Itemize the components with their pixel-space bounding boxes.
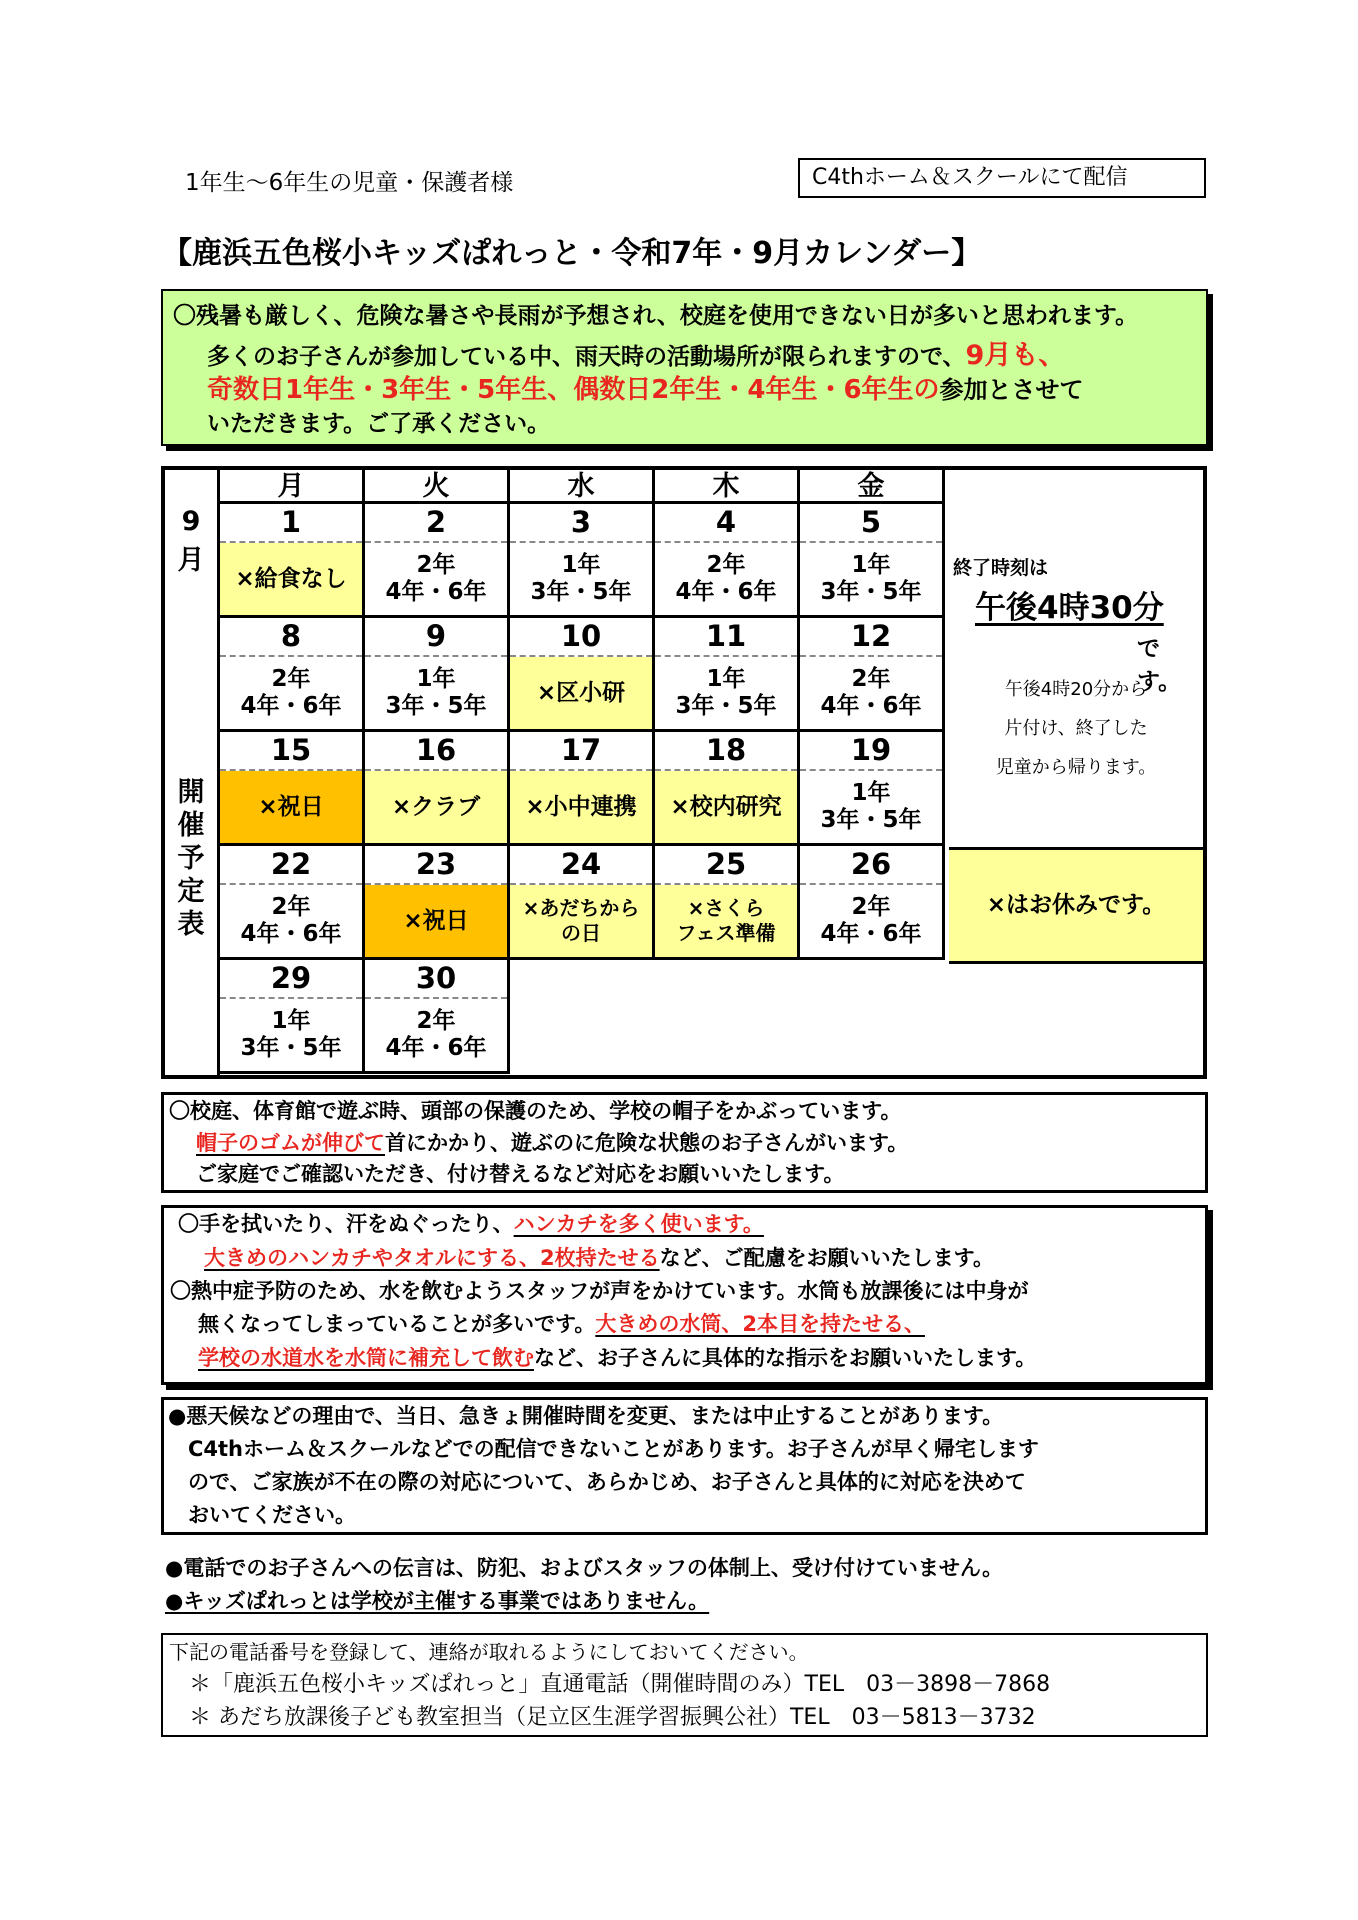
calendar-day-cell (365, 960, 510, 1074)
schedule-line: フェス準備 (676, 921, 776, 945)
schedule-line: 3年・5年 (675, 693, 777, 719)
day-schedule (220, 771, 362, 843)
calendar-day-cell (655, 846, 800, 960)
day-schedule (365, 999, 507, 1071)
schedule-line: 4年・6年 (820, 693, 922, 719)
heat-line-5-highlight: 学校の水道水を水筒に補充して飲む (198, 1346, 534, 1370)
day-schedule (220, 999, 362, 1071)
schedule-line: 2年 (271, 666, 311, 692)
weekday-header: 木 (655, 470, 800, 504)
schedule-label-char: 定 (177, 876, 205, 907)
schedule-line: ×給食なし (235, 565, 347, 592)
heat-line-4 (198, 1308, 925, 1340)
hat-line-3: ご家庭でご確認いただき、付け替えるなど対応をお願いいたします。 (196, 1162, 845, 1186)
schedule-label-char: 表 (177, 909, 205, 940)
day-schedule (365, 543, 507, 615)
calendar-day-cell (800, 504, 945, 618)
weather-line-4: おいてください。 (188, 1503, 356, 1527)
notice-line-4: いただきます。ご了承ください。 (207, 411, 551, 437)
day-schedule (220, 657, 362, 729)
calendar-day-cell (220, 618, 365, 732)
calendar-day-cell (365, 846, 510, 960)
day-number: 18 (655, 732, 797, 771)
calendar-day-cell (800, 618, 945, 732)
hat-line-2-text: 首にかかり、遊ぶのに危険な状態のお子さんがいます。 (385, 1131, 909, 1155)
calendar-day-cell (365, 618, 510, 732)
day-schedule (510, 657, 652, 729)
weather-notice (161, 1397, 1208, 1535)
weekday-header: 月 (220, 470, 365, 504)
calendar-table (161, 466, 1207, 1079)
heatstroke-notice (161, 1205, 1208, 1385)
notice-line-3-text: 参加とさせて (939, 376, 1084, 404)
day-number: 8 (220, 618, 362, 657)
day-number: 12 (800, 618, 942, 657)
day-number: 3 (510, 504, 652, 543)
notice-line-2-highlight: 9月も、 (965, 340, 1066, 371)
calendar-day-cell (220, 846, 365, 960)
schedule-line: ×祝日 (403, 907, 469, 934)
contact-box (161, 1633, 1208, 1737)
schedule-line: ×祝日 (258, 793, 324, 820)
schedule-line: ×あだちから (522, 896, 640, 920)
heat-line-2-highlight: 大きめのハンカチやタオルにする、2枚持たせる (204, 1246, 660, 1270)
weather-line-2: C4thホーム＆スクールなどでの配信できないことがあります。お子さんが早く帰宅します (188, 1437, 1039, 1461)
contact-intro: 下記の電話番号を登録して、連絡が取れるようにしておいてください。 (169, 1640, 809, 1664)
schedule-line: 3年・5年 (530, 579, 632, 605)
notice-line-2-text: 多くのお子さんが参加している中、雨天時の活動場所が限られますので、 (207, 344, 966, 370)
schedule-line: 3年・5年 (385, 693, 487, 719)
end-time-note-3: 児童から帰ります。 (995, 757, 1157, 778)
schedule-line: 2年 (851, 894, 891, 920)
calendar-day-cell (655, 732, 800, 846)
notice-line-3-highlight: 奇数日1年生・3年生・5年生、偶数日2年生・4年生・6年生の (207, 375, 940, 405)
weekday-header: 金 (800, 470, 945, 504)
day-number: 4 (655, 504, 797, 543)
day-schedule (655, 771, 797, 843)
calendar-day-cell (220, 732, 365, 846)
schedule-line: 1年 (416, 666, 456, 692)
day-schedule (800, 543, 942, 615)
calendar-day-cell (365, 732, 510, 846)
hat-line-2 (196, 1127, 908, 1159)
schedule-line: 1年 (561, 552, 601, 578)
heat-line-4-highlight: 大きめの水筒、2本目を持たせる、 (595, 1312, 925, 1336)
schedule-line: ×さくら (687, 896, 765, 920)
end-time-note-1: 午後4時20分から (1004, 679, 1148, 700)
day-number: 25 (655, 846, 797, 885)
schedule-line: 2年 (271, 894, 311, 920)
heat-line-5 (198, 1342, 1036, 1374)
schedule-label-char: 催 (177, 810, 205, 841)
page-title: 【鹿浜五色桜小キッズぱれっと・令和7年・9月カレンダー】 (162, 236, 982, 271)
calendar-day-cell (510, 846, 655, 960)
summer-notice (161, 289, 1208, 446)
day-number: 10 (510, 618, 652, 657)
calendar-day-cell (510, 618, 655, 732)
day-schedule (220, 543, 362, 615)
day-number: 11 (655, 618, 797, 657)
day-number: 16 (365, 732, 507, 771)
schedule-line: 2年 (416, 1008, 456, 1034)
notice-line-2 (207, 333, 1065, 372)
day-schedule (510, 885, 652, 957)
day-number: 17 (510, 732, 652, 771)
end-time-suffix: です。 (1137, 636, 1182, 695)
schedule-line: 4年・6年 (675, 579, 777, 605)
heat-line-2 (204, 1242, 994, 1274)
end-time-info (949, 470, 1203, 850)
schedule-line: 2年 (851, 666, 891, 692)
schedule-line: 4年・6年 (240, 693, 342, 719)
bullet-not-school: ●キッズぱれっとは学校が主催する事業ではありません。 (165, 1589, 710, 1613)
day-number: 30 (365, 960, 507, 999)
schedule-line: 1年 (271, 1008, 311, 1034)
calendar-day-cell (220, 504, 365, 618)
day-schedule (510, 771, 652, 843)
schedule-line: ×区小研 (536, 679, 626, 706)
schedule-line: 3年・5年 (820, 807, 922, 833)
month-label-char: 月 (177, 545, 205, 576)
weather-line-3: ので、ご家族が不在の際の対応について、あらかじめ、お子さんと具体的に対応を決めて (188, 1470, 1026, 1494)
day-number: 15 (220, 732, 362, 771)
hat-notice (161, 1092, 1208, 1193)
day-schedule (800, 657, 942, 729)
weather-line-1: ●悪天候などの理由で、当日、急きょ開催時間を変更、または中止することがあります。 (168, 1404, 1004, 1428)
schedule-line: 2年 (706, 552, 746, 578)
schedule-line: 4年・6年 (385, 579, 487, 605)
day-schedule (510, 543, 652, 615)
day-number: 5 (800, 504, 942, 543)
schedule-line: 2年 (416, 552, 456, 578)
day-number: 24 (510, 846, 652, 885)
schedule-line: 1年 (851, 780, 891, 806)
day-number: 9 (365, 618, 507, 657)
day-schedule (655, 885, 797, 957)
month-label-char: 9 (181, 506, 201, 537)
hat-line-2-highlight: 帽子のゴムが伸びて (196, 1131, 385, 1155)
calendar-day-cell (655, 618, 800, 732)
day-number: 29 (220, 960, 362, 999)
end-time-label: 終了時刻は (953, 557, 1049, 579)
day-number: 2 (365, 504, 507, 543)
schedule-line: 1年 (706, 666, 746, 692)
notice-line-1: 〇残暑も厳しく、危険な暑さや長雨が予想され、校庭を使用できない日が多いと思われます。 (173, 303, 1139, 329)
hat-line-1: 〇校庭、体育館で遊ぶ時、頭部の保護のため、学校の帽子をかぶっています。 (169, 1099, 902, 1123)
heat-line-3: 〇熱中症予防のため、水を飲むようスタッフが声をかけています。水筒も放課後には中身が (170, 1279, 1029, 1303)
delivery-box: C4thホーム＆スクールにて配信 (798, 158, 1206, 198)
calendar-day-cell (365, 504, 510, 618)
day-schedule (365, 885, 507, 957)
schedule-label-char: 予 (177, 843, 205, 874)
schedule-line: の日 (561, 921, 601, 945)
calendar-day-cell (800, 846, 945, 960)
day-schedule (655, 657, 797, 729)
calendar-day-cell (510, 504, 655, 618)
bullet-phone: ●電話でのお子さんへの伝言は、防犯、およびスタッフの体制上、受け付けていません。 (165, 1556, 1004, 1580)
day-schedule (365, 657, 507, 729)
day-number: 22 (220, 846, 362, 885)
calendar-day-cell (220, 960, 365, 1074)
off-legend: ×はお休みです。 (949, 850, 1203, 964)
heat-line-4-text: 無くなってしまっていることが多いです。 (198, 1312, 596, 1336)
schedule-line: ×クラブ (391, 793, 481, 820)
calendar-side-column (165, 470, 220, 1075)
heat-line-1 (178, 1208, 764, 1240)
day-schedule (365, 771, 507, 843)
weekday-header: 水 (510, 470, 655, 504)
schedule-line: 4年・6年 (240, 921, 342, 947)
schedule-line: 3年・5年 (240, 1035, 342, 1061)
contact-line-2: ＊ あだち放課後子ども教室担当（足立区生涯学習振興公社）TEL 03－5813－3732 (189, 1705, 1036, 1730)
schedule-line: 1年 (851, 552, 891, 578)
schedule-line: ×小中連携 (525, 793, 637, 820)
heat-line-5-text: など、お子さんに具体的な指示をお願いいたします。 (534, 1346, 1037, 1370)
heat-line-2-text: など、ご配慮をお願いいたします。 (659, 1246, 994, 1270)
schedule-line: 4年・6年 (385, 1035, 487, 1061)
schedule-line: 4年・6年 (820, 921, 922, 947)
contact-line-1: ＊「鹿浜五色桜小キッズぱれっと」直通電話（開催時間のみ）TEL 03－3898－7868 (189, 1672, 1051, 1697)
day-schedule (655, 543, 797, 615)
end-time-value: 午後4時30分 (975, 590, 1164, 626)
notice-line-3 (207, 369, 1084, 406)
heat-line-1-text: 〇手を拭いたり、汗をぬぐったり、 (178, 1212, 514, 1236)
schedule-line: ×校内研究 (670, 793, 782, 820)
schedule-line: 3年・5年 (820, 579, 922, 605)
heat-line-1-highlight: ハンカチを多く使います。 (513, 1212, 764, 1236)
calendar-day-cell (655, 504, 800, 618)
day-number: 26 (800, 846, 942, 885)
calendar-day-cell (800, 732, 945, 846)
audience-text: 1年生～6年生の児童・保護者様 (185, 170, 514, 196)
day-number: 23 (365, 846, 507, 885)
weekday-header: 火 (365, 470, 510, 504)
day-schedule (220, 885, 362, 957)
schedule-label-char: 開 (177, 777, 205, 808)
calendar-day-cell (510, 732, 655, 846)
day-schedule (800, 885, 942, 957)
day-number: 1 (220, 504, 362, 543)
end-time-note-2: 片付け、終了した (1004, 718, 1148, 739)
day-schedule (800, 771, 942, 843)
day-number: 19 (800, 732, 942, 771)
